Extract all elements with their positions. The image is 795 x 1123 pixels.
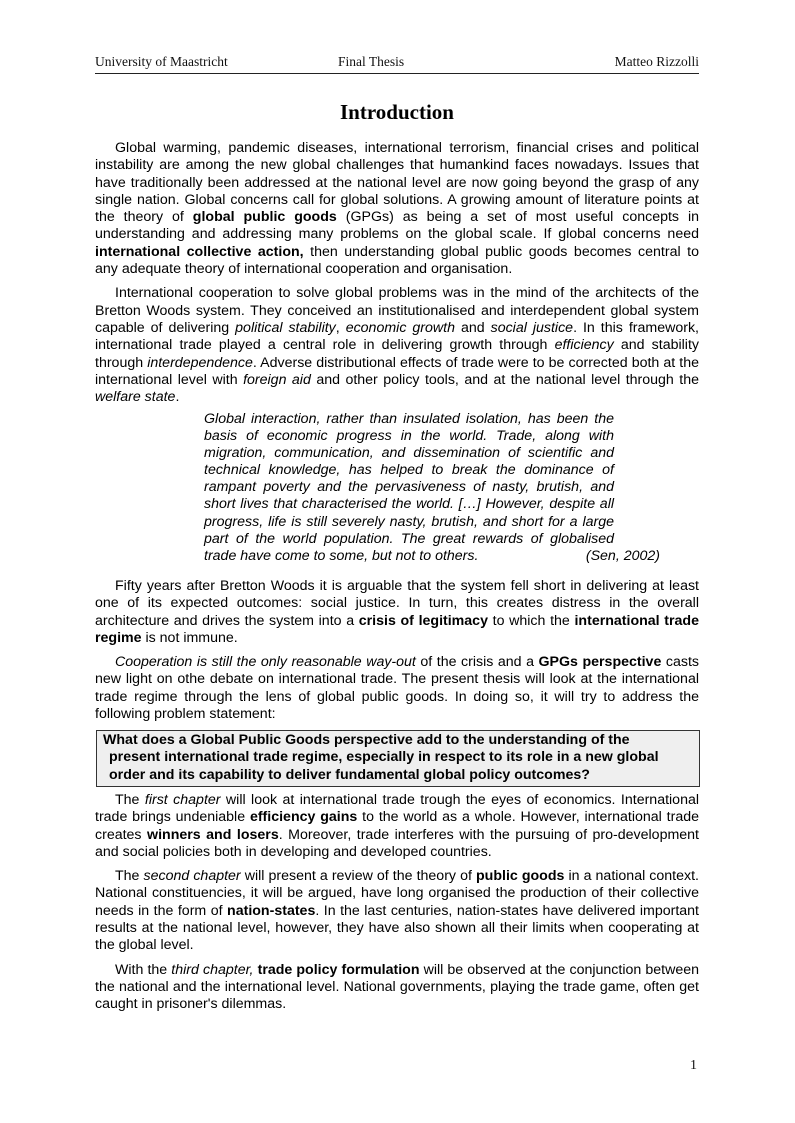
header-author: Matteo Rizzolli — [614, 54, 699, 69]
problem-statement-box — [96, 730, 700, 787]
body-text-top — [95, 140, 699, 406]
header-institution: University of Maastricht — [95, 54, 228, 69]
paragraph-5: The first chapter will look at international trade trough the eyes of economics. International trade brings undeniable efficiency gains to the world as a whole. However, international trade creates winners and losers. Moreover, trade interferes with the pursuing of pro-development and social policies both in developing and developed countries. — [95, 792, 700, 860]
paragraph-2: International cooperation to solve global problems was in the mind of the architects of the Bretton Woods system. They conceived an institutionalised and interdependent global system capable of delivering political stability, economic growth and social justice. In this framework, international trade played a central role in delivering growth through efficiency and stability through interdependence. Adverse distributional effects of trade were to be corrected both at the international level with foreign aid and other policy tools, and at the national level through the welfare state. — [95, 285, 700, 406]
problem-statement-line-3: order and its capability to deliver fundamental global policy outcomes? — [109, 766, 590, 783]
paragraph-4: Cooperation is still the only reasonable way-out of the crisis and a GPGs perspective casts new light on othe debate on international trade. The present thesis will look at the international trade regime through the lens of global public goods. In doing so, it will try to address the following problem statement: — [95, 654, 699, 723]
quote-text: Global interaction, rather than insulated isolation, has been the basis of economic progress in the world. Trade, along with migration, communication, and dissemination of scientific and technical knowledge, has helped to break the dominance of rampant poverty and the pervasiveness of nasty, brutish, and short lives that characterised the world. […] However, despite all progress, life is still severely nasty, brutish, and short for a large part of the world population. The great rewards of globalised trade have come to some, but not to others. — [204, 411, 614, 564]
paragraph-6: The second chapter will present a review of the theory of public goods in a national context. National constituencies, it will be argued, have long organised the production of their collective needs in the form of nation-states. In the last centuries, nation-states have delivered important results at the national level, however, they have also shown all their limits when cooperating at the global level. — [95, 868, 699, 954]
paragraph-3: Fifty years after Bretton Woods it is arguable that the system fell short in delivering at least one of its expected outcomes: social justice. In turn, this creates distress in the overall architecture and drives the system into a crisis of legitimacy to which the international trade regime is not immune. — [95, 578, 699, 646]
section-title: Introduction — [340, 100, 454, 124]
body-text-bottom — [95, 792, 699, 1014]
paragraph-1: Global warming, pandemic diseases, international terrorism, financial crises and political instability are among the new global challenges that humankind faces nowadays. Issues that have traditionally been addressed at the national level are now going beyond the grasp of any single nation. Global concerns call for global solutions. A growing amount of literature points at the theory of global public goods (GPGs) as being a set of most useful concepts in understanding and addressing many problems on the global scale. If global concerns need international collective action, then understanding global public goods becomes central to any adequate theory of international cooperation and organisation. — [95, 140, 699, 278]
page-number: 1 — [690, 1058, 697, 1073]
problem-statement-line-1: What does a Global Public Goods perspective add to the understanding of the — [103, 732, 630, 748]
paragraph-7: With the third chapter, trade policy formulation will be observed at the conjunction between the national and the international level. National governments, playing the trade game, often get caught in prisoner's dilemmas. — [95, 961, 699, 1013]
running-header — [95, 54, 699, 72]
problem-statement-line-2: present international trade regime, especially in respect to its role in a new global — [109, 749, 659, 766]
body-text-middle — [95, 578, 699, 723]
block-quote — [204, 411, 660, 565]
header-document-type: Final Thesis — [338, 54, 405, 69]
header-rule — [95, 73, 699, 74]
quote-source: (Sen, 2002) — [585, 547, 660, 564]
